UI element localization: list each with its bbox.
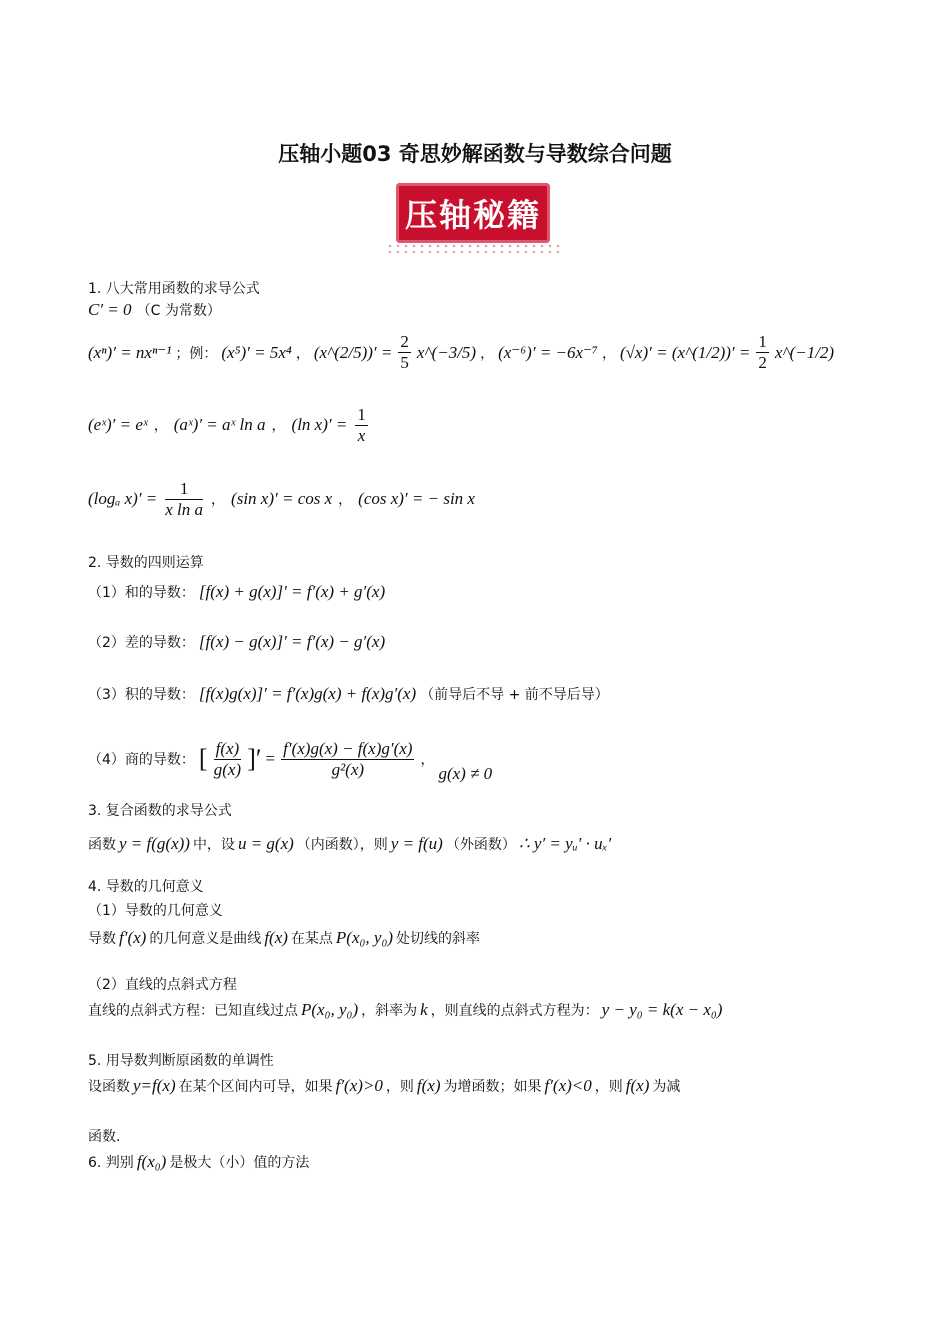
label: （4）商的导数： [88,752,195,768]
formula: [f(x) − g(x)]′ = f′(x) − g′(x) [198,632,386,651]
text: 设函数 [88,1079,130,1095]
formula: f′(x)>0 [335,1076,383,1095]
label: （2）差的导数： [88,635,195,651]
denominator: g²(x) [331,759,365,779]
text: ，则直线的点斜式方程为： [430,1003,599,1019]
section-1-heading: 1. 八大常用函数的求导公式 [88,281,260,297]
numerator: 1 [758,332,767,352]
formula: x^(−3/5) [416,342,477,362]
formula: (eˣ)′ = eˣ [88,415,148,434]
formula: (logₐ x)′ = [88,489,158,508]
denominator: x [357,425,366,445]
numerator: 2 [400,332,409,352]
subheading: （2）直线的点斜式方程 [88,977,237,993]
text: ， [271,418,286,434]
numerator: 1 [165,479,203,500]
const-rule [88,300,221,320]
bracket-right: ]′ [247,744,262,773]
text: 导数 [88,931,116,947]
denominator: 2 [758,353,767,372]
power-rule-row [88,330,834,375]
text: ，则 [594,1079,623,1095]
note: （C 为常数） [136,303,221,319]
text: 直线的点斜式方程：已知直线过点 [88,1003,298,1019]
formula: y − y₀ = k(x − x₀) [601,1000,723,1019]
formula: f(x) [625,1076,650,1095]
numerator: f′(x)g(x) − f(x)g′(x) [283,738,413,758]
page-title: 压轴小题03 奇思妙解函数与导数综合问题 [278,142,672,166]
formula: (cos x)′ = − sin x [358,489,475,508]
formula: (ln x)′ = [291,415,348,434]
point-slope [88,1000,722,1020]
formula: f′(x) [119,928,147,947]
section-4-heading: 4. 导数的几何意义 [88,879,204,895]
numerator: f(x) [215,738,240,758]
text: 中，设 [192,837,235,853]
formula: (x⁻⁶)′ = −6x⁻⁷ [498,342,598,362]
quotient-rule [88,730,492,788]
fraction [281,739,414,779]
badge-decoration [386,243,560,253]
text: ， [153,418,168,434]
text: ， [338,492,353,508]
formula: P(x₀, y₀) [301,1000,359,1019]
text: 函数. [88,1129,121,1145]
formula: (sin x)′ = cos x [231,489,333,508]
formula: u = g(x) [237,834,294,853]
text: （外函数） [445,837,516,853]
monotonicity [88,1076,680,1096]
section-6-heading [88,1152,309,1172]
formula: (xⁿ)′ = nxⁿ⁻¹ [88,342,172,362]
text: ，则 [385,1079,414,1095]
text: 处切线的斜率 [396,931,481,947]
formula: C′ = 0 [88,300,132,319]
log-trig-row [88,474,475,524]
formula: [f(x) + g(x)]′ = f′(x) + g′(x) [198,582,386,601]
text: 为减 [652,1079,681,1095]
formula: f(x) [264,928,288,947]
text: 函数 [88,837,116,853]
formula: (x⁵)′ = 5x⁴ [221,342,292,362]
chain-rule [88,834,611,854]
condition: g(x) ≠ 0 [438,764,493,783]
formula: (√x)′ = (x^(1/2))′ = [619,342,751,362]
formula: y = f(g(x)) [119,834,190,853]
denominator: g(x) [213,759,242,779]
text: 的几何意义是曲线 [149,931,262,947]
formula: y = f(u) [390,834,443,853]
formula: y=f(x) [133,1076,176,1095]
section-badge: 压轴秘籍 [396,183,550,243]
fraction [165,479,203,519]
text: ， [480,345,495,362]
text: 6. 判别 [88,1155,134,1171]
formula: ∴ y′ = yᵤ′ · uₓ′ [518,834,612,853]
formula: f(x₀) [136,1152,167,1171]
section-2-heading: 2. 导数的四则运算 [88,555,204,571]
sum-rule [88,582,385,602]
fraction [756,332,769,372]
formula: k [420,1000,428,1019]
section-5-heading: 5. 用导数判断原函数的单调性 [88,1053,274,1069]
bracket-left: [ [198,744,208,773]
text: ，斜率为 [361,1003,418,1019]
text: ， [211,492,226,508]
text: ， [420,752,435,768]
geometric-meaning [88,928,480,948]
formula: [f(x)g(x)]′ = f′(x)g(x) + f(x)g′(x) [198,684,417,703]
numerator: 1 [357,404,366,424]
fraction [214,739,242,779]
formula: P(x₀, y₀) [335,928,394,947]
fraction [398,332,411,372]
text: 为增函数；如果 [443,1079,542,1095]
text: ， [601,345,616,362]
text: ；例： [175,345,218,362]
text: 是极大（小）值的方法 [169,1155,310,1171]
formula: x^(−1/2) [774,342,835,362]
formula: f(x) [416,1076,441,1095]
fraction [355,405,368,445]
formula: (aˣ)′ = aˣ ln a [173,415,266,434]
formula: f′(x)<0 [544,1076,592,1095]
denominator: x ln a [165,499,204,519]
label: （3）积的导数： [88,687,195,703]
text: 在某点 [290,931,333,947]
note: （前导后不导 + 前不导后导） [420,687,609,703]
difference-rule [88,632,385,652]
denominator: 5 [400,353,409,372]
section-3-heading: 3. 复合函数的求导公式 [88,803,232,819]
text: ， [295,345,310,362]
label: （1）和的导数： [88,585,195,601]
text: 在某个区间内可导，如果 [178,1079,333,1095]
formula: (x^(2/5))′ = [313,342,393,362]
subheading: （1）导数的几何意义 [88,903,223,919]
text: （内函数），则 [296,837,388,853]
exp-rule-row [88,400,370,450]
equals: = [265,749,276,768]
product-rule [88,684,609,704]
